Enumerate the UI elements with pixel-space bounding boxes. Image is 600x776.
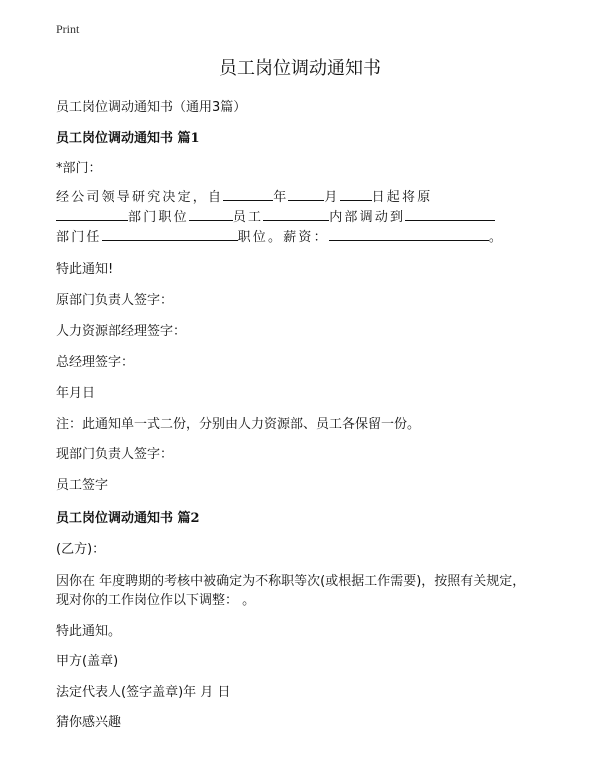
blank-new-dept <box>405 209 495 221</box>
section2-paragraph-line2: 现对你的工作岗位作以下调整： 。 <box>56 593 256 608</box>
section1-heading: 员工岗位调动通知书 篇1 <box>56 131 200 146</box>
date-line: 年月日 <box>56 386 96 401</box>
original-dept-signature: 原部门负责人签字： <box>56 293 174 308</box>
para-text: 部门职位 <box>128 210 189 225</box>
hr-manager-signature: 人力资源部经理签字： <box>56 324 187 339</box>
notice-text: 特此通知! <box>56 262 114 277</box>
blank-salary <box>329 229 489 241</box>
section2-heading: 员工岗位调动通知书 篇2 <box>56 511 200 526</box>
party-b-line: (乙方)： <box>56 542 106 557</box>
blank-day <box>340 189 372 201</box>
transfer-paragraph-line1 <box>56 186 432 205</box>
you-may-like-link[interactable]: 猜你感兴趣 <box>56 715 122 730</box>
blank-position <box>189 209 233 221</box>
para-text: 经公司领导研究决定，自 <box>56 190 224 205</box>
legal-representative-line: 法定代表人(签字盖章)年 月 日 <box>56 685 231 700</box>
print-link[interactable]: Print <box>56 22 80 36</box>
document-subtitle: 员工岗位调动通知书（通用3篇） <box>56 100 247 115</box>
current-dept-signature: 现部门负责人签字： <box>56 447 174 462</box>
transfer-paragraph-line2 <box>56 206 495 225</box>
party-a-line: 甲方(盖章) <box>56 654 119 669</box>
blank-year <box>223 189 273 201</box>
para-text: 员工 <box>232 210 264 225</box>
note-text: 注：此通知单一式二份，分别由人力资源部、员工各保留一份。 <box>56 417 421 432</box>
blank-original-dept <box>56 209 128 221</box>
section2-notice: 特此通知。 <box>56 624 122 639</box>
para-text: 。 <box>488 230 505 245</box>
employee-signature: 员工签字 <box>56 478 109 493</box>
transfer-paragraph-line3 <box>56 226 504 245</box>
gm-signature: 总经理签字： <box>56 355 135 370</box>
document-title: 员工岗位调动通知书 <box>219 58 381 79</box>
section2-paragraph-line1: 因你在 年度聘期的考核中被确定为不称职等次(或根据工作需要)，按照有关规定， <box>56 574 526 589</box>
blank-month <box>288 189 324 201</box>
department-line: *部门： <box>56 161 102 176</box>
para-text: 日起将原 <box>371 190 433 205</box>
blank-new-position <box>102 229 238 241</box>
para-text: 内部调动到 <box>329 210 406 225</box>
para-text: 部门任 <box>56 230 102 245</box>
para-text: 月 <box>324 190 340 205</box>
para-text: 年 <box>273 190 289 205</box>
para-text: 职位。薪资： <box>237 230 329 245</box>
blank-employee <box>263 209 329 221</box>
